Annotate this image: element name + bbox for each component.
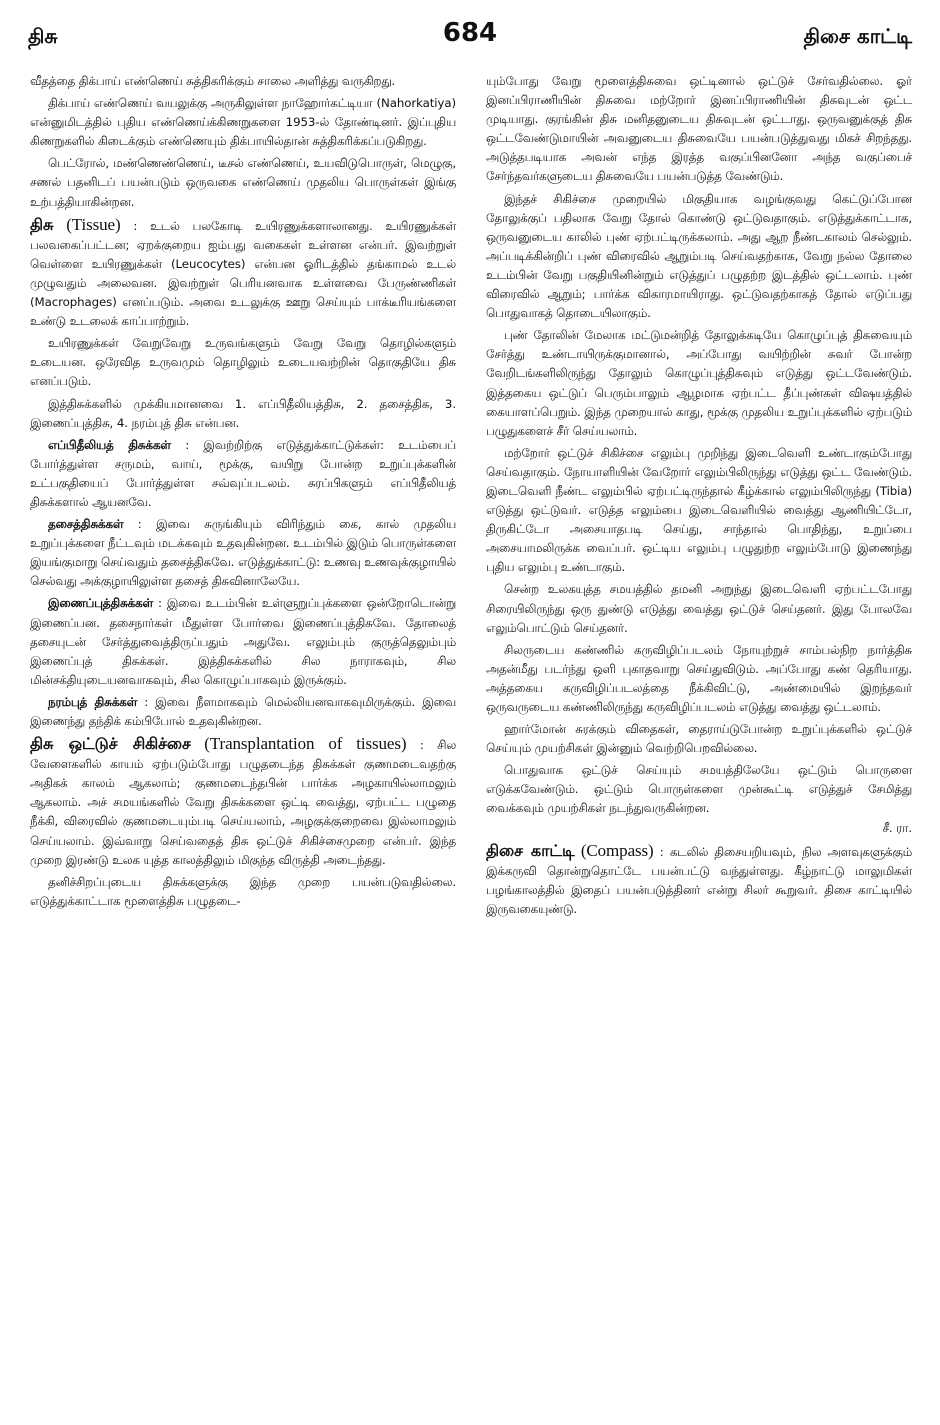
page-number: 684	[442, 18, 498, 48]
paragraph	[30, 334, 456, 391]
running-head-left: திசு	[28, 24, 58, 48]
paragraph-text: இந்தச் சிகிச்சை முறையில் மிகுதியாக வழங்குவது கெட்டுப்போன தோலுக்குப் பதிலாக வேறு தோல் கொண்டு ஒட்டுவதாகும். எடுத்துக்காட்டாக, ஒருவனுடைய காலில் புண் ஏற்பட்டிருக்கலாம். அது ஆற நீண்டகாலம் செல்லும். அப்படிக்கின்றிப் புண் விரைவில் ஆறும்படி செய்வதற்காக, வேறு நல்ல தோலை உடம்பின் வேறு பகுதியினின்றும் எடுத்துப் பழுதற்ற இடத்தில் ஒட்டலாம். புண் விரைவில் ஆறும்; பார்க்க விகாரமாயிராது. ஒட்டுவதற்காகத் தோல் எடுப்பது பொதுவாகத் தொடையிலாகும்.	[486, 191, 912, 321]
paragraph-text: புண் தோலின் மேலாக மட்டுமன்றித் தோலுக்கடியே கொழுப்புத் திசுவையும் சேர்த்து உண்டாயிருக்குமானால், அப்போது வயிற்றின் சுவர் போன்ற வேறிடங்களிலிருந்து தோலும் கொழுப்புத்திசுவும் எடுத்து ஒட்டவேண்டும். இத்தகைய ஒட்டுப் பெரும்பாலும் ஆழமாக ஏற்பட்ட தீப்புண்கள் விஷயத்தில் கையாளப்பெறும். இந்த முறையால் காது, மூக்கு முதலிய உறுப்புக்களில் ஏற்படும் பழுதுகளைச் சீர் செய்யலாம்.	[486, 328, 912, 438]
subsection-paragraph	[30, 693, 456, 731]
subsection-heading: இணைப்புத்திசுக்கள்	[48, 596, 153, 611]
paragraph	[30, 395, 456, 433]
paragraph	[486, 72, 912, 187]
paragraph-text: : இவை உடம்பின் உள்ளுறுப்புக்களை ஒன்றோடொன்று இணைப்பன. தசைநார்கள் மீதுள்ள போர்வை இணைப்புத்திசுவே. தோலைத் தசையுடன் சேர்த்துவைத்திருப்பதும் அதுவே. எலும்பும் குருத்தெலும்பும் இணைப்புத் திசுக்கள். இத்திசுக்களில் சில நாராகவும், சில மின்சக்தியுடையனவாகவும், சில கொழுப்பாகவும் இருக்கும்.	[30, 596, 456, 687]
paragraph	[486, 641, 912, 717]
paragraph	[30, 72, 456, 91]
paragraph-text: : இவை நீளமாகவும் மெல்லியனவாகவுமிருக்கும். இவை இணைந்து தந்திக் கம்பிபோல் உதவுகின்றன.	[30, 694, 456, 728]
paragraph	[486, 580, 912, 637]
paragraph-text: பெட்ரோல், மண்ணெண்ணெய், டீசல் எண்ணெய், உயவிடுபொருள், மெழுகு, சணல் பதனிடப் பயன்படும் ஒருவகை எண்ணெய் முதலிய பொருள்கள் இங்கு உற்பத்தியாகின்றன.	[30, 156, 456, 209]
paragraph	[486, 326, 912, 441]
encyclopedia-entry	[486, 841, 912, 919]
paragraph-text: ஹார்மோன் சுரக்கும் விதைகள், தைராய்டுபோன்ற உறுப்புக்களில் ஒட்டுச் செய்யும் முயற்சிகள் இன்னும் வெற்றிபெறவில்லை.	[486, 722, 912, 756]
paragraph-text: சென்ற உலகயுத்த சமயத்தில் தமனி அறுந்து இடைவெளி ஏற்பட்டபோது சிரையிலிருந்து ஒரு துண்டு எடுத்து வைத்து ஒட்டுச் செய்தனர். இது போலவே எலும்பொட்டும் செய்தனர்.	[486, 582, 912, 635]
subsection-paragraph	[30, 594, 456, 689]
paragraph	[30, 94, 456, 151]
entry-text: : உடல் பலகோடி உயிரணுக்களாலானது. உயிரணுக்கள் பலவகைப்பட்டன; ஏறக்குறைய ஐம்பது வகைகள் உள்ளன என்பர். இவற்றுள் வெள்ளை உயிரணுக்கள் (Leucocytes) என்பன ஓரிடத்தில் தங்காமல் உடல் முழுவதும் அலைவன. இவற்றுள் பெரியனவாக உள்ளவை பேருண்ணிகள் (Macrophages) எனப்படும். அவை உடலுக்கு ஊறு செய்யும் பாக்டீரியங்களை உண்டு உடலைக் காப்பாற்றும்.	[30, 218, 457, 329]
subsection-paragraph	[30, 515, 456, 591]
paragraph-text: தனிச்சிறப்புடைய திசுக்களுக்கு இந்த முறை பயன்படுவதில்லை. எடுத்துக்காட்டாக மூளைத்திசு பழுதடை-	[30, 874, 456, 908]
paragraph	[30, 154, 456, 211]
subsection-heading: தசைத்திசுக்கள்	[48, 517, 124, 532]
entry-headword: திசை காட்டி	[486, 840, 575, 860]
page-header	[28, 18, 912, 64]
paragraph	[486, 761, 912, 837]
paragraph	[486, 720, 912, 758]
left-column	[30, 72, 456, 914]
entry-headword: திசு ஒட்டுச் சிகிச்சை	[30, 734, 191, 754]
entry-headword: திசு	[30, 214, 54, 234]
subsection-heading: எப்பிதீலியத் திசுக்கள்	[48, 437, 171, 452]
paragraph	[486, 444, 912, 578]
subsection-heading: நரம்புத் திசுக்கள்	[48, 694, 138, 709]
paragraph-text: யும்போது வேறு மூளைத்திசுவை ஒட்டினால் ஒட்டுச் சேர்வதில்லை. ஓர் இனப்பிராணியின் திசுவை மற்றோர் இனப்பிராணியின் திசுவுடன் ஒட்ட முடியாது. குரங்கின் திசு மனிதனுடைய திசுவுடன் ஒட்டாது. ஒருவனுக்குத் திசு ஒட்டவேண்டுமாயின் அவனுடைய திசுவையே பயன்படுத்துவது மிகச் சிறந்தது. அடுத்தபடியாக அவன் எந்த இரத்த வகுப்பினனோ அந்த வகுப்பைச் சேர்ந்தவர்களுடைய திசுவையே பயன்படுத்த வேண்டும்.	[486, 74, 912, 184]
entry-text: : சில வேளைகளில் காயம் ஏற்படும்போது பழுதடைந்த திசுக்கள் குணமடைவதற்கு அதிகக் காலம் ஆகலாம்; குணமடைந்தபின் பார்க்க அழகாயில்லாமலும் ஆகலாம். அச் சமயங்களில் வேறு திசுக்களை ஒட்டி வைத்து, ஏற்பட்ட பழுதை நீக்கி, விரைவில் குணமடையும்படி செய்யலாம், அழகுக்குறைவை இல்லாமலும் செய்யலாம். இவ்வாறு செய்வதைத் திசு ஒட்டுச் சிகிச்சைமுறை என்பர். இந்த முறை இரண்டு உலக யுத்த காலத்திலும் மிகுந்த விருத்தி அடைந்தது.	[30, 738, 457, 867]
paragraph-text: மற்றோர் ஒட்டுச் சிகிச்சை எலும்பு முறிந்து இடைவெளி உண்டாகும்போது செய்வதாகும். நோயாளியின் வேறோர் எலும்பிலிருந்து எடுத்து ஒட்ட வேண்டும். இடைவெளி நீண்ட எலும்பில் ஏற்பட்டிருந்தால் கீழ்க்கால் எலும்பிலிருந்து (Tibia) எடுத்து ஒட்டுவர். எடுத்த எலும்பை இடைவெளியில் வைத்து ஆணியிட்டோ, திருகிட்டோ அசையாதபடி செய்து, சாந்தால் பொதிந்து, உறுப்பை அசையாமலிருக்க வைப்பர். ஒட்டிய எலும்பு பழுதுற்ற எலும்போடு இணைந்து புதிய எலும்பு உண்டாகும்.	[486, 445, 912, 575]
right-column	[486, 72, 912, 922]
paragraph-text: : இவை சுருங்கியும் விரிந்தும் கை, கால் முதலிய உறுப்புக்களை நீட்டவும் மடக்கவும் உதவுகின்றன. உடம்பில் இடும் பொருள்களை இயங்குமாறு செய்வதும் தசைத்திசுவே. எடுத்துக்காட்டு: உணவு உணவுக்குழாயில் செல்வது அக்குழாயிலுள்ள தசைத் திசுவினாலேயே.	[30, 517, 456, 589]
paragraph	[30, 873, 456, 911]
paragraph-text: இத்திசுக்களில் முக்கியமானவை 1. எப்பிதீலியத்திசு, 2. தசைத்திசு, 3. இணைப்புத்திசு, 4. நரம்புத் திசு என்பன.	[30, 396, 456, 430]
paragraph-text: திக்பாய் எண்ணெய் வயலுக்கு அருகிலுள்ள நாஹோர்கட்டியா (Nahorkatiya) என்னுமிடத்தில் புதிய எண்ணெய்க்கிணறுகளை 1953-ல் தோண்டினர். இப்புதிய கிணறுகளில் கிடைக்கும் எண்ணெயும் திக்பாயில்தான் சுத்திகரிக்கப்படுகிறது.	[30, 96, 456, 149]
paragraph-text: சிலருடைய கண்ணில் கருவிழிப்படலம் நோயுற்றுச் சாம்பல்நிற நார்த்திசு அதன்மீது படர்ந்து ஒளி புகாதவாறு செய்துவிடும். அப்போது கண் தெரியாது. அத்தகைய கருவிழிப்படலத்தை நீக்கிவிட்டு, அண்மையில் இறந்தவர் ஒருவருடைய கண்ணிலிருந்து கருவிழிப்படலம் எடுத்து வைத்து ஒட்டலாம்.	[486, 642, 912, 714]
running-head-right: திசை காட்டி	[803, 24, 912, 48]
entry-text: : கடலில் திசையறியவும், நில அளவுகளுக்கும் இக்கருவி தொன்றுதொட்டே பயன்பட்டு வந்துள்ளது. கீழ்நாட்டு மாலுமிகள் பழங்காலத்தில் இதைப் பயன்படுத்தினர் என்று சிலர் கூறுவர். திசை காட்டியில் இருவகையுண்டு.	[486, 844, 912, 916]
paragraph-text: வீதத்தை திக்பாய் எண்ணெய் சுத்திகரிக்கும் சாலை அளித்து வருகிறது.	[30, 74, 396, 88]
paragraph-text: உயிரணுக்கள் வேறுவேறு உருவங்களும் வேறு வேறு தொழில்களும் உடையன. ஒரேவித உருவமும் தொழிலும் உடையவற்றின் தொகுதியே திசு எனப்படும்.	[30, 336, 456, 389]
paragraph	[486, 190, 912, 324]
encyclopedia-entry	[30, 215, 456, 332]
subsection-paragraph	[30, 436, 456, 512]
paragraph-text: பொதுவாக ஒட்டுச் செய்யும் சமயத்திலேயே ஒட்டும் பொருளை எடுக்கவேண்டும். ஒட்டும் பொருள்களை முன்கூட்டி எடுத்துச் சேமித்து வைக்கவும் முயற்சிகள் நடந்துவருகின்றன.	[486, 763, 912, 816]
encyclopedia-entry	[30, 734, 456, 870]
paragraph-text: : இவற்றிற்கு எடுத்துக்காட்டுக்கள்: உடம்பைப் போர்த்துள்ள சருமம், வாய், மூக்கு, வயிறு போன்ற உறுப்புக்களின் உட்பகுதியைப் போர்த்துள்ள சவ்வுப்படலம். சுரப்பிகளும் எப்பிதீலியத் திசுக்களால் ஆயனவே.	[30, 437, 456, 509]
author-signature: சீ. ரா.	[882, 820, 912, 835]
entry-english-term: (Compass)	[580, 840, 654, 860]
entry-english-term: (Transplantation of tissues)	[204, 734, 407, 754]
entry-english-term: (Tissue)	[66, 214, 121, 234]
